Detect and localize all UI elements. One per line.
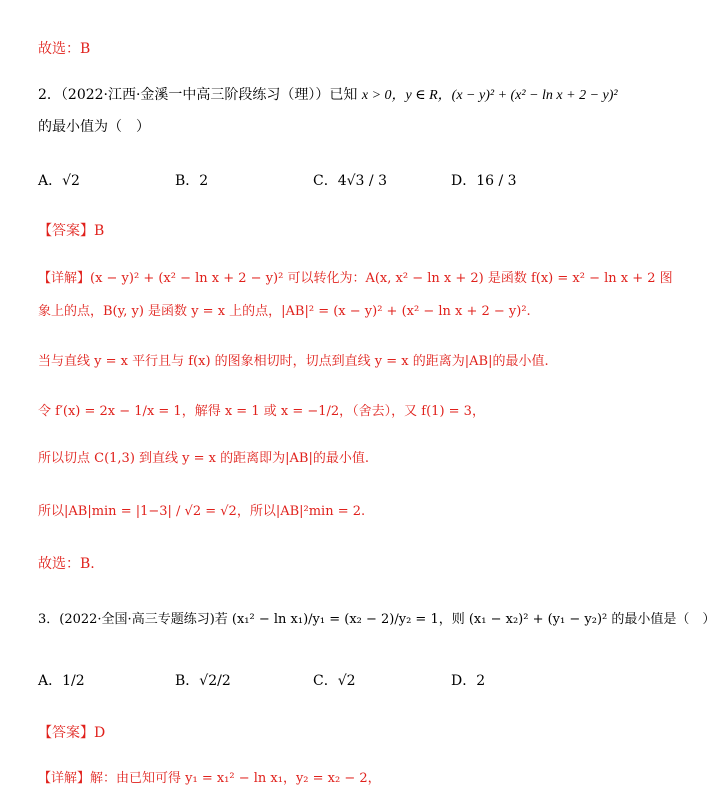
q2-explain-2: 当与直线 y = x 平行且与 f(x) 的图象相切时，切点到直线 y = x 的距离为|AB|的最小值. xyxy=(38,354,549,369)
question-2-ask: 的最小值为（ ） xyxy=(38,119,150,135)
q3-option-a: A．1/2 xyxy=(38,673,85,689)
q2-answer: 【答案】B xyxy=(38,223,105,239)
q2-option-b: B．2 xyxy=(175,173,209,189)
q2-explain-1a: 【详解】(x − y)² + (x² − ln x + 2 − y)² 可以转化为：A(x, x² − ln x + 2) 是函数 f(x) = x² − ln x + 2 图 xyxy=(38,271,673,286)
q2-explain-3: 令 f′(x) = 2x − 1/x = 1，解得 x = 1 或 x = −1/2，（舍去），又 f(1) = 3， xyxy=(38,404,485,419)
q2-option-c: C．4√3 / 3 xyxy=(313,173,387,189)
q2-option-a: A．√2 xyxy=(38,173,80,189)
q2-explain-4: 所以切点 C(1,3) 到直线 y = x 的距离即为|AB|的最小值. xyxy=(38,451,369,466)
q3-explain-1: 【详解】解：由已知可得 y₁ = x₁² − ln x₁，y₂ = x₂ − 2， xyxy=(38,771,381,786)
question-2-stem: 2．（2022·江西·金溪一中高三阶段练习（理））已知 x > 0，y ∈ R，(x − y)² + (x² − ln x + 2 − y)² xyxy=(38,87,618,103)
q2-explain-5: 所以|AB|min = |1−3| / √2 = √2，所以|AB|²min = 2. xyxy=(38,504,366,519)
q3-answer: 【答案】D xyxy=(38,725,106,741)
q2-explain-1b: 象上的点，B(y, y) 是函数 y = x 上的点，|AB|² = (x − y)² + (x² − ln x + 2 − y)². xyxy=(38,304,531,319)
q3-option-c: C．√2 xyxy=(313,673,356,689)
previous-answer-line: 故选：B xyxy=(38,41,91,57)
q2-final-answer: 故选：B. xyxy=(38,556,95,572)
q2-option-d: D．16 / 3 xyxy=(451,173,517,189)
q3-option-b: B．√2/2 xyxy=(175,673,231,689)
question-3-stem: 3．(2022·全国·高三专题练习)若 (x₁² − ln x₁)/y₁ = (x₂ − 2)/y₂ = 1，则 (x₁ − x₂)² + (y₁ − y₂)² 的最小值是（ ） xyxy=(38,612,715,627)
q3-option-d: D．2 xyxy=(451,673,486,689)
